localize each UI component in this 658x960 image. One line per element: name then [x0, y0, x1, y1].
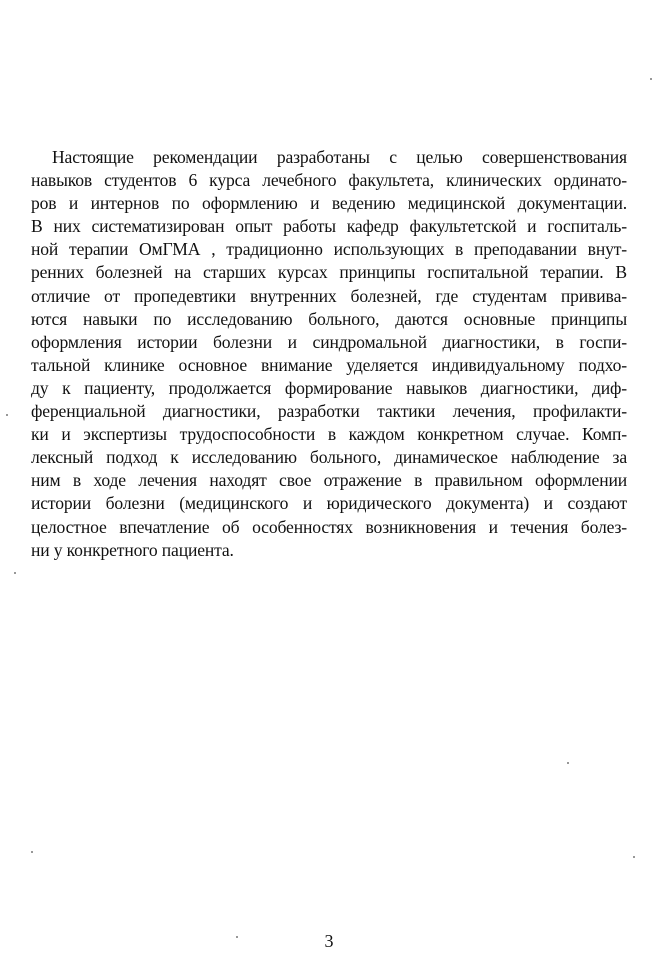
- paragraph-line: тальной клинике основное внимание уделяется индивидуальному подхо-: [31, 354, 627, 375]
- paragraph-line: истории болезни (медицинского и юридического документа) и создают: [31, 493, 627, 514]
- paragraph-line: лексный подход к исследованию больного, динамическое наблюдение за: [31, 447, 627, 468]
- scan-speck: [650, 78, 652, 80]
- paragraph-line: Настоящие рекомендации разработаны с целью совершенствования: [52, 147, 627, 167]
- paragraph-line: ной терапии ОмГМА , традиционно использующих в преподавании внут-: [31, 239, 627, 260]
- paragraph-line: В них систематизирован опыт работы кафедр факультетской и госпиталь-: [31, 216, 627, 237]
- paragraph-line: ки и экспертизы трудоспособности в каждом конкретном случае. Комп-: [31, 424, 627, 445]
- paragraph-line: ров и интернов по оформлению и ведению медицинской документации.: [31, 193, 627, 214]
- scan-speck: [236, 936, 238, 938]
- paragraph-line: навыков студентов 6 курса лечебного факультета, клинических ординато-: [31, 170, 627, 191]
- paragraph-line: ним в ходе лечения находят свое отражение в правильном оформлении: [31, 470, 627, 491]
- paragraph-line: ются навыки по исследованию больного, даются основные принципы: [31, 308, 627, 329]
- page-number: 3: [324, 931, 334, 951]
- paragraph-line: оформления истории болезни и синдромальной диагностики, в госпи-: [31, 331, 627, 352]
- paragraph-line: ни у конкретного пациента.: [31, 539, 234, 560]
- scan-speck: [567, 762, 569, 764]
- scan-speck: [31, 851, 33, 853]
- scan-speck: [633, 856, 635, 858]
- paragraph-line: ду к пациенту, продолжается формирование навыков диагностики, диф-: [31, 377, 627, 398]
- paragraph-line: целостное впечатление об особенностях возникновения и течения болез-: [31, 516, 627, 537]
- paragraph-line: ренних болезней на старших курсах принципы госпитальной терапии. В: [31, 262, 627, 283]
- paragraph-line: ференциальной диагностики, разработки тактики лечения, профилакти-: [31, 401, 627, 422]
- paragraph-line: отличие от пропедевтики внутренних болезней, где студентам прививa-: [31, 285, 627, 306]
- body-paragraph: [31, 146, 627, 562]
- scan-speck: [14, 572, 16, 574]
- scan-speck: [6, 414, 8, 416]
